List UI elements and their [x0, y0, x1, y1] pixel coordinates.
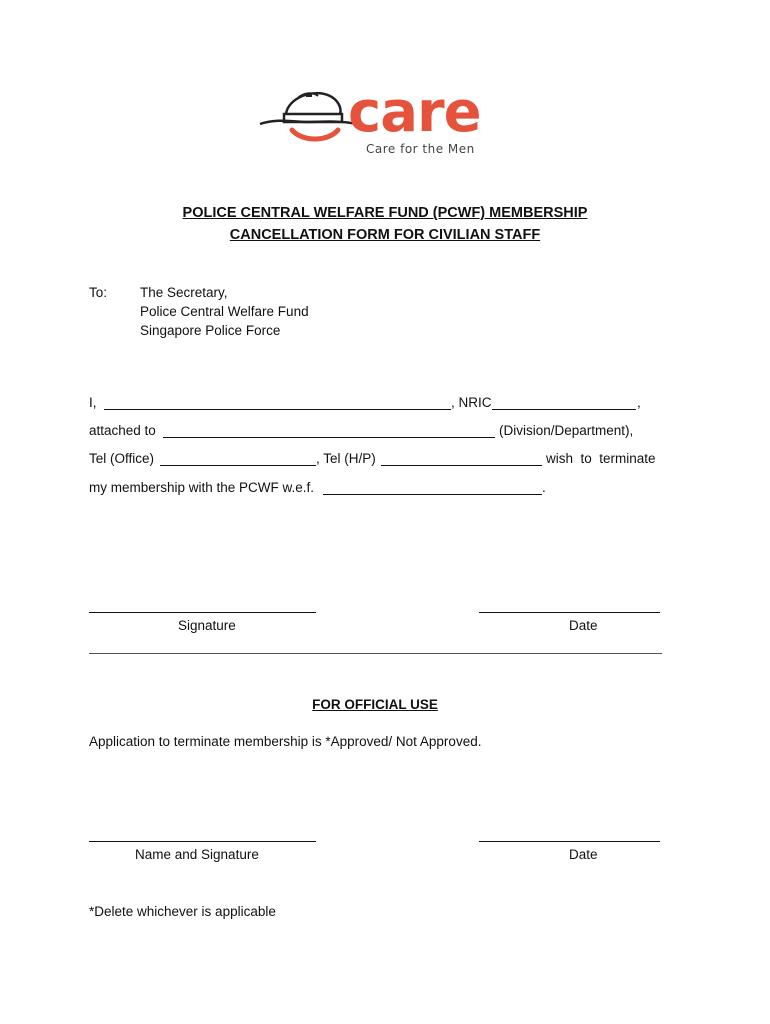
wish-to-terminate-label: wish to terminate [546, 451, 656, 466]
tel-office-field[interactable] [160, 465, 316, 466]
to-label: To: [89, 285, 108, 300]
approval-statement: Application to terminate membership is *Approved/ Not Approved. [89, 734, 482, 749]
police-cap-icon [258, 84, 358, 144]
nric-field[interactable] [492, 409, 636, 410]
nric-label: , NRIC [451, 395, 492, 410]
nric-comma: , [637, 395, 641, 410]
footnote: *Delete whichever is applicable [89, 904, 276, 919]
date-label: Date [569, 618, 598, 633]
effective-date-field[interactable] [323, 494, 542, 495]
address-line-1: The Secretary, [140, 285, 228, 300]
tel-office-label: Tel (Office) [89, 451, 155, 466]
logo-tagline: Care for the Men [366, 142, 475, 156]
address-line-2: Police Central Welfare Fund [140, 304, 309, 319]
logo-wordmark: care [348, 80, 481, 145]
division-field[interactable] [163, 437, 495, 438]
official-use-heading: FOR OFFICIAL USE [312, 697, 438, 712]
signature-line[interactable] [89, 612, 316, 613]
form-title-line-1: POLICE CENTRAL WELFARE FUND (PCWF) MEMBERSHIP [182, 205, 588, 221]
signature-label: Signature [178, 618, 236, 633]
date-line[interactable] [479, 612, 660, 613]
form-title-line-2: CANCELLATION FORM FOR CIVILIAN STAFF [229, 227, 541, 243]
attached-to-label: attached to [89, 423, 156, 438]
i-label: I, [89, 395, 97, 410]
tel-hp-label: , Tel (H/P) [316, 451, 376, 466]
official-date-label: Date [569, 847, 598, 862]
name-and-signature-label: Name and Signature [135, 847, 259, 862]
logo [258, 80, 498, 160]
address-line-3: Singapore Police Force [140, 323, 281, 338]
name-field[interactable] [104, 409, 451, 410]
tel-hp-field[interactable] [381, 465, 542, 466]
official-name-signature-line[interactable] [89, 841, 316, 842]
division-label: (Division/Department), [499, 423, 634, 438]
official-date-line[interactable] [479, 841, 660, 842]
section-divider [89, 653, 662, 654]
membership-label: my membership with the PCWF w.e.f. [89, 480, 315, 495]
membership-period: . [542, 480, 546, 495]
